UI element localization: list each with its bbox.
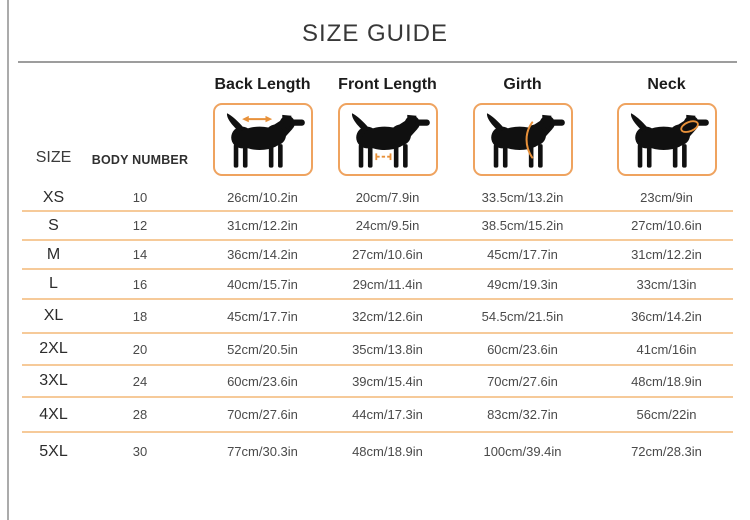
body-number-cell: 18 [132, 308, 148, 324]
table-row [22, 270, 733, 300]
back-length-label: Back Length [214, 76, 311, 93]
left-border-line [7, 0, 9, 520]
front-length-cell: 20cm/7.9in [355, 190, 420, 205]
body-number-cell: 24 [132, 373, 148, 389]
front-length-cell: 27cm/10.6in [352, 247, 423, 262]
back-length-cell: 77cm/30.3in [227, 444, 298, 459]
neck-cell: 33cm/13in [636, 276, 697, 292]
size-column-header [22, 74, 85, 177]
body-number-cell: 20 [132, 341, 148, 357]
size-cell: XL [43, 307, 64, 324]
neck-column-header [600, 74, 733, 176]
neck-cell: 23cm/9in [640, 190, 693, 205]
front-length-column-header [330, 74, 445, 176]
girth-cell: 45cm/17.7in [487, 247, 558, 262]
front-length-cell: 44cm/17.3in [352, 407, 423, 422]
size-cell: XS [42, 188, 65, 206]
table-row [22, 241, 733, 270]
size-cell: 2XL [39, 340, 68, 357]
back-length-cell: 26cm/10.2in [227, 190, 298, 205]
front-length-cell: 32cm/12.6in [352, 308, 423, 324]
girth-dog-icon [473, 103, 573, 176]
table-row [22, 433, 733, 470]
front-length-label: Front Length [338, 76, 437, 93]
girth-cell: 60cm/23.6in [487, 341, 558, 357]
body-number-column-label: BODY NUMBER [91, 153, 189, 167]
table-row [22, 398, 733, 433]
neck-cell: 36cm/14.2in [631, 308, 702, 324]
back-length-cell: 36cm/14.2in [227, 247, 298, 262]
title-divider [18, 61, 737, 63]
front-length-cell: 35cm/13.8in [352, 341, 423, 357]
girth-cell: 100cm/39.4in [483, 444, 562, 459]
girth-cell: 83cm/32.7in [487, 407, 558, 422]
page-title: SIZE GUIDE [301, 20, 449, 47]
back-length-cell: 70cm/27.6in [227, 407, 298, 422]
table-row [22, 334, 733, 366]
body-number-cell: 28 [132, 407, 148, 422]
body-number-cell: 16 [132, 276, 148, 292]
size-column-label: SIZE [35, 149, 72, 166]
table-row [22, 212, 733, 241]
body-number-cell: 12 [132, 218, 148, 233]
table-row [22, 185, 733, 212]
size-cell: 4XL [39, 405, 68, 423]
table-row [22, 366, 733, 398]
size-table-body [22, 185, 733, 470]
size-cell: L [49, 275, 58, 292]
body-number-cell: 14 [132, 247, 148, 262]
girth-cell: 49cm/19.3in [487, 276, 558, 292]
back-length-cell: 52cm/20.5in [227, 341, 298, 357]
back-length-cell: 60cm/23.6in [227, 373, 298, 389]
back-length-cell: 45cm/17.7in [227, 308, 298, 324]
back-length-column-header [195, 74, 330, 176]
size-cell: M [46, 245, 61, 263]
neck-cell: 41cm/16in [636, 341, 697, 357]
front-length-cell: 48cm/18.9in [352, 444, 423, 459]
neck-cell: 72cm/28.3in [631, 444, 702, 459]
girth-label: Girth [503, 76, 542, 93]
neck-cell: 56cm/22in [636, 407, 697, 422]
back-length-cell: 31cm/12.2in [227, 218, 298, 233]
size-cell: 3XL [39, 372, 68, 389]
neck-cell: 27cm/10.6in [631, 218, 702, 233]
front-length-cell: 24cm/9.5in [355, 218, 420, 233]
girth-cell: 38.5cm/15.2in [481, 218, 564, 233]
size-cell: 5XL [39, 442, 68, 460]
size-cell: S [48, 216, 59, 234]
front-length-dog-icon [338, 103, 438, 176]
girth-cell: 33.5cm/13.2in [481, 190, 564, 205]
front-length-cell: 29cm/11.4in [352, 276, 423, 292]
girth-cell: 54.5cm/21.5in [481, 308, 564, 324]
table-row [22, 300, 733, 334]
table-header [22, 74, 733, 177]
body-number-cell: 30 [132, 444, 148, 459]
front-length-cell: 39cm/15.4in [352, 373, 423, 389]
neck-cell: 31cm/12.2in [631, 247, 702, 262]
body-number-cell: 10 [132, 190, 148, 205]
neck-dog-icon [617, 103, 717, 176]
girth-column-header [445, 74, 600, 176]
back-length-dog-icon [213, 103, 313, 176]
body-number-column-header [85, 74, 195, 177]
back-length-cell: 40cm/15.7in [227, 276, 298, 292]
girth-cell: 70cm/27.6in [487, 373, 558, 389]
neck-label: Neck [647, 76, 686, 93]
neck-cell: 48cm/18.9in [631, 373, 702, 389]
